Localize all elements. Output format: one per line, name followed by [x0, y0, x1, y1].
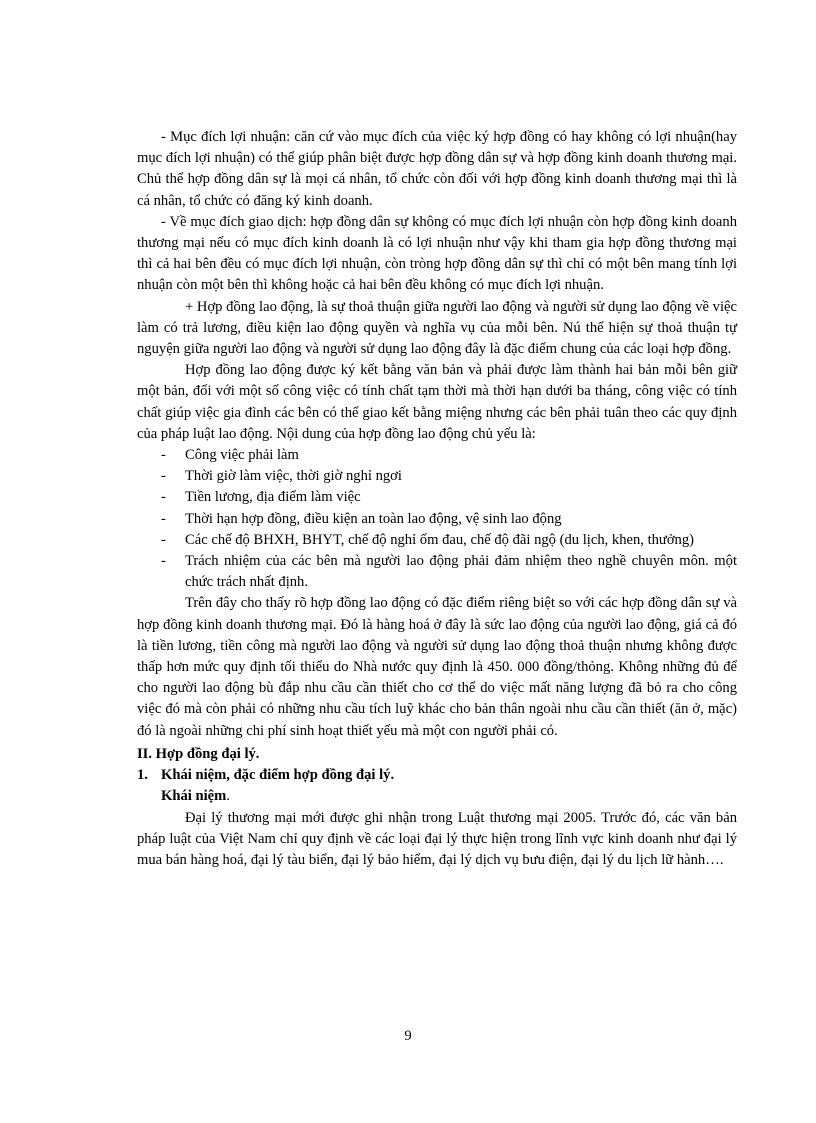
paragraph-labor-contract: + Hợp đồng lao động, là sự thoả thuận giữa người lao động và người sử dụng lao động về việc làm có trả lương, điều kiện lao động quyền và nghĩa vụ của mỗi bên. Nú thể hiện sự thoả thuận tự nguyện giữa người lao động và người sử dụng lao động đây là đặc điểm chung của các loại hợp đồng.	[137, 298, 737, 358]
document-body	[137, 127, 737, 871]
list-item: - Trách nhiệm của các bên mà người lao động phải đảm nhiệm theo nghề chuyên môn. một chức trách nhất định.	[161, 553, 737, 591]
list-item: - Thời giờ làm việc, thời giờ nghỉ ngơi	[137, 466, 737, 487]
list-marker: -	[161, 553, 166, 570]
subsection-number: 1.	[137, 767, 148, 784]
page-number: 9	[404, 1028, 412, 1044]
list-marker: -	[161, 447, 166, 464]
list-marker: -	[161, 468, 166, 485]
paragraph-transaction-purpose: - Về mục đích giao dịch: hợp đồng dân sự không có mục đích lợi nhuận còn hợp đồng kinh doanh thương mại nếu có mục đích kinh doanh là có lợi nhuận như vậy khi tham gia hợp đồng thương mại thì cả hai bên đều có mục đích lợi nhuận, còn tròng hợp đồng dân sự thì chỉ có một bên mang tính lợi nhuận còn một bên thì không hoặc cả hai bên đều không có mục đích lợi nhuận.	[137, 213, 737, 294]
list-item: - Công việc phải làm	[137, 445, 737, 466]
subsection-heading: 1. Khái niệm, đặc điểm hợp đồng đại lý.	[137, 765, 737, 786]
section-heading: II. Hợp đồng đại lý.	[137, 745, 260, 762]
list-item: - Các chế độ BHXH, BHYT, chế độ nghỉ ốm đau, chế độ đãi ngộ (du lịch, khen, thưởng)	[137, 530, 737, 551]
paragraph-labor-contract-signing: Hợp đồng lao động được ký kết bằng văn bản và phải được làm thành hai bản mỗi bên giữ một bản, đối với một số công việc có tính chất tạm thời mà thời hạn dưới ba tháng, công việc có tính chất giúp việc gia đình các bên có thể giao kết bằng miệng nhưng các bên phải tuân theo các quy định của pháp luật lao động. Nội dung của hợp đồng lao động chủ yếu là:	[137, 362, 737, 442]
paragraph-profit-purpose: - Mục đích lợi nhuận: căn cứ vào mục đích của việc ký hợp đồng có hay không có lợi nhuận(hay mục đích lợi nhuận) có thể giúp phân biệt được hợp đồng dân sự và hợp đồng kinh doanh thương mại. Chủ thể hợp đồng dân sự là mọi cá nhân, tổ chức còn đối với hợp đồng kinh doanh thương mại thì là cá nhân, tổ chức có đăng ký kinh doanh.	[137, 129, 737, 209]
list-marker: -	[161, 489, 166, 506]
list-marker: -	[161, 510, 166, 527]
list-marker: -	[161, 531, 166, 548]
list-item: - Thời hạn hợp đồng, điều kiện an toàn lao động, vệ sinh lao động	[137, 509, 737, 530]
concept-heading: Khái niệm.	[161, 788, 230, 805]
paragraph-agency-definition: Đại lý thương mại mới được ghi nhận trong Luật thương mại 2005. Trước đó, các văn bản pháp luật của Việt Nam chỉ quy định về các loại đại lý thực hiện trong lĩnh vực kinh doanh như đại lý mua bán hàng hoá, đại lý tàu biển, đại lý bảo hiểm, đại lý dịch vụ bưu điện, đại lý du lịch lữ hành….	[137, 809, 737, 868]
paragraph-labor-contract-summary: Trên đây cho thấy rõ hợp đồng lao động có đặc điểm riêng biệt so với các hợp đồng dân sự và hợp đồng kinh doanh thương mại. Đó là hàng hoá ở đây là sức lao động của người lao động, giá cả đó là tiền lương, tiền công mà người lao động và người sử dụng lao động thoả thuận nhưng không được thấp hơn mức quy định tối thiểu do Nhà nước quy định là 450. 000 đồng/thỏng. Không những đủ để cho người lao động bù đắp nhu cầu cần thiết cho cơ thể do việc mất năng lượng đã bỏ ra cho công việc đó mà còn phải có những nhu cầu tích luỹ khác cho bản thân ngoài nhu cầu cần thiết (ăn ở, mặc) đó là ngoài những chi phí sinh hoạt thiết yếu mà một con người phải có.	[137, 595, 737, 739]
labor-contract-content-list	[137, 445, 737, 593]
list-item: - Tiền lương, địa điểm làm việc	[137, 487, 737, 508]
